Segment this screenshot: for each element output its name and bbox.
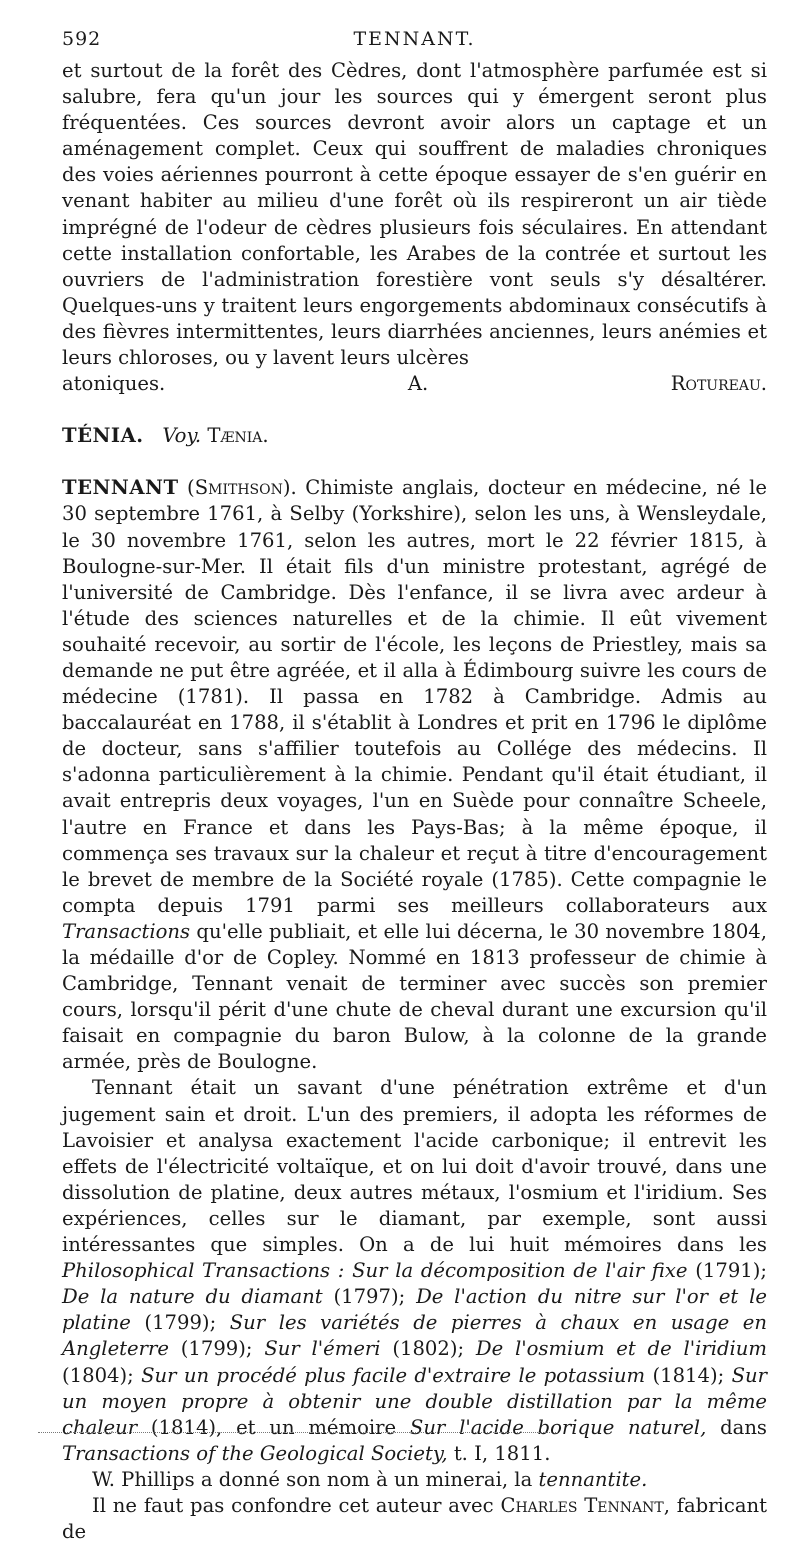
entry-tennant-works: Tennant était un savant d'une pénétration extrême et d'un jugement sain et droit. L'un des premiers, il adopta les réformes de Lavoisier et analysa exactement l'acide carbonique; il entrevit les effets de l'électricité voltaïque, et on lui doit d'avoir trouvé, dans une dissolution de platine, deux autres métaux, l'osmium et l'iridium. Ses expériences, celles sur le diamant, par exemple, sont aussi intéressantes que simples. On a de lui huit mémoires dans les Philosophical Transactions : Sur la décomposition de l'air fixe (1791); De la nature du diamant (1797); De l'action du nitre sur l'or et le platine (1799); Sur les variétés de pierres à chaux en usage en Angleterre (1799); Sur l'émeri (1802); De l'osmium et de l'iridium (1804); Sur un procédé plus facile d'extraire le potassium (1814); Sur un moyen propre à obtenir une double distillation par la même chaleur (1814), et un mémoire Sur l'acide borique naturel, dans Transactions of the Geological Society, t. I, 1811.	[62, 1076, 768, 1465]
author-signature: A. Rotureau.	[407, 372, 768, 396]
page-text	[62, 58, 767, 1545]
last-word: atoniques.	[62, 372, 166, 396]
previous-entry-text: et surtout de la forêt des Cèdres, dont l'atmosphère parfumée est si salubre, fera qu'un jour les sources qui y émergent seront plus fréquentées. Ces sources devront avoir alors un captage et un aménagement complet. Ceux qui souffrent de maladies chroniques des voies aériennes pourront à cette époque essayer de s'en guérir en venant habiter au milieu d'une forêt où ils respireront un air tiède imprégné de l'odeur de cèdres plusieurs fois séculaires. En attendant cette installation confortable, les Arabes de la contrée et surtout les ouvriers de l'administration forestière vont seuls s'y désaltérer. Quelques-uns y traitent leurs engorgements abdominaux consécutifs à des fièvres intermittentes, leurs diarrhées anciennes, leurs anémies et leurs chloroses, ou y lavent leurs ulcères	[62, 59, 767, 370]
footer-rule	[38, 1432, 558, 1433]
entry-tennant-biography: TENNANT (Smithson). Chimiste anglais, docteur en médecine, né le 30 septembre 1761, à Selby (Yorkshire), selon les uns, à Wensleydale, le 30 novembre 1761, selon les autres, mort le 22 février 1815, à Boulogne-sur-Mer. Il était fils d'un ministre protestant, agrégé de l'université de Cambridge. Dès l'enfance, il se livra avec ardeur à l'étude des sciences naturelles et de la chimie. Il eût vivement souhaité recevoir, au sortir de l'école, les leçons de Priestley, mais sa demande ne put être agréée, et il alla à Édimbourg suivre les cours de médecine (1781). Il passa en 1782 à Cambridge. Admis au baccalauréat en 1788, il s'établit à Londres et prit en 1796 le diplôme de docteur, sans s'affilier toutefois au Collége des médecins. Il s'adonna particulièrement à la chimie. Pendant qu'il était étudiant, il avait entrepris deux voyages, l'un en Suède pour connaître Scheele, l'autre en France et dans les Pays-Bas; à la même époque, il commença ses travaux sur la chaleur et reçut à titre d'encouragement le brevet de membre de la Société royale (1785). Cette compagnie le compta depuis 1791 parmi ses meilleurs collaborateurs aux Transactions qu'elle publiait, et elle lui décerna, le 30 novembre 1804, la médaille d'or de Copley. Nommé en 1813 professeur de chimie à Cambridge, Tennant venait de terminer avec succès son premier cours, lorsqu'il périt d'une chute de cheval durant une excursion qu'il faisait en compagnie du baron Bulow, à la colonne de la grande armée, près de Boulogne.	[62, 476, 767, 1074]
headword-tenia: TÉNIA.	[62, 424, 144, 448]
page-number: 592	[62, 28, 102, 50]
entry-tennant-note: Il ne faut pas confondre cet auteur avec Charles Tennant, fabricant de	[62, 1493, 768, 1544]
voy-label: Voy.	[162, 424, 202, 448]
running-head: TENNANT.	[353, 28, 476, 50]
entry-tennant-mineral: W. Phillips a donné son nom à un minerai, la tennantite.	[92, 1467, 648, 1491]
page-header	[62, 28, 767, 58]
first-name: Smithson	[194, 476, 283, 500]
entry-tenia	[62, 423, 767, 449]
headword-tennant: TENNANT	[62, 476, 179, 500]
document-page	[62, 28, 767, 1545]
cross-reference: Tænia.	[207, 424, 269, 448]
previous-entry-end	[62, 371, 767, 397]
